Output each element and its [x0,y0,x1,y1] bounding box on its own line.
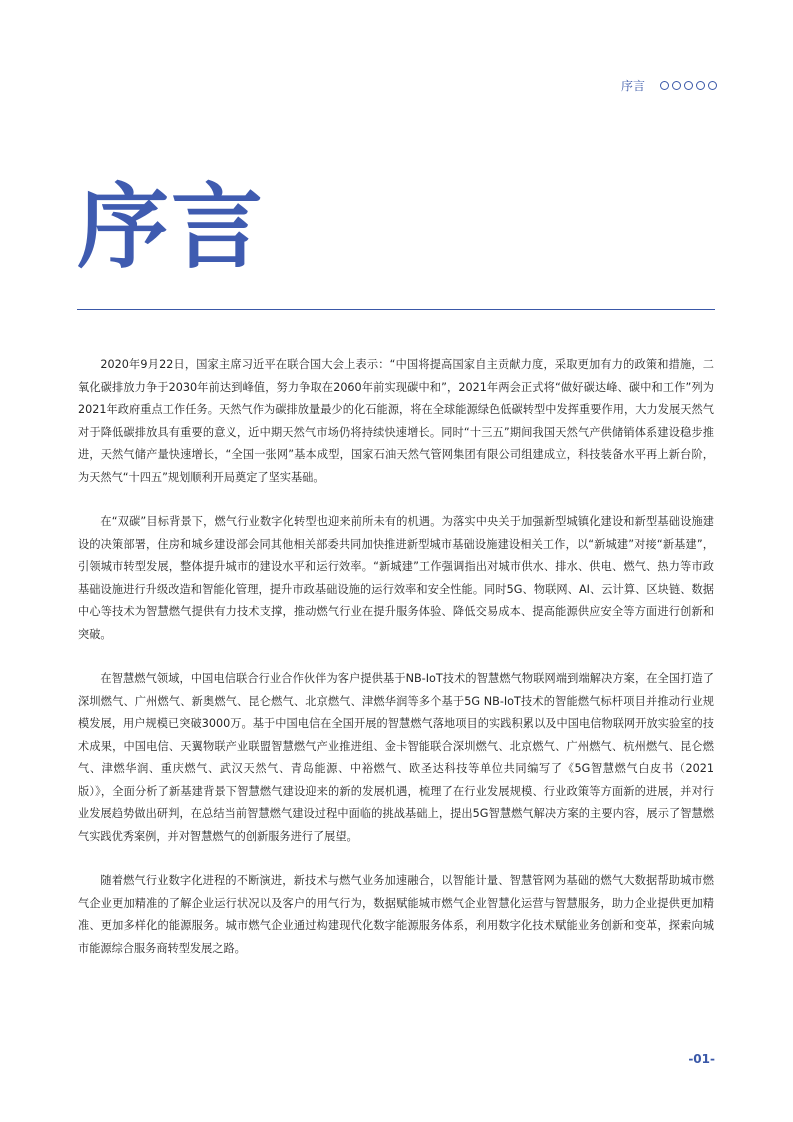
paragraph: 2020年9月22日，国家主席习近平在联合国大会上表示：“中国将提高国家自主贡献力度，采取更加有力的政策和措施，二氧化碳排放力争于2030年前达到峰值，努力争取在2060年前实现碳中和”，2021年两会正式将“做好碳达峰、碳中和工作”列为2021年政府重点工作任务。天然气作为碳排放量最少的化石能源，将在全球能源绿色低碳转型中发挥重要作用，大力发展天然气对于降低碳排放具有重要的意义，近中期天然气市场仍将持续快速增长。同时“十三五”期间我国天然气产供储销体系建设稳步推进，天然气储产量快速增长，“全国一张网”基本成型，国家石油天然气管网集团有限公司组建成立，科技装备水平再上新台阶，为天然气“十四五”规划顺利开局奠定了坚实基础。 [78,358,714,484]
circle-icon [708,81,717,90]
decorative-dots [657,81,717,90]
circle-icon [660,81,669,90]
page-title: 序言 [77,174,266,281]
circle-icon [696,81,705,90]
circle-icon [672,81,681,90]
section-label: 序言 [620,78,645,93]
page-header [621,75,717,95]
paragraph: 在智慧燃气领域，中国电信联合行业合作伙伴为客户提供基于NB-IoT技术的智慧燃气物联网端到端解决方案，在全国打造了深圳燃气、广州燃气、新奥燃气、昆仑燃气、北京燃气、津燃华润等多个基于5G NB-IoT技术的智能燃气标杆项目并推动行业规模发展，用户规模已突破3000万。基于中国电信在全国开展的智慧燃气落地项目的实践积累以及中国电信物联网开放实验室的技术成果，中国电信、天翼物联产业联盟智慧燃气产业推进组、金卡智能联合深圳燃气、北京燃气、广州燃气、杭州燃气、昆仑燃气、津燃华润、重庆燃气、武汉天然气、青岛能源、中裕燃气、欧圣达科技等单位共同编写了《5G智慧燃气白皮书（2021版）》，全面分析了新基建背景下智慧燃气建设迎来的新的发展机遇，梳理了在行业发展规模、行业政策等方面新的进展，并对行业发展趋势做出研判，在总结当前智慧燃气建设过程中面临的挑战基础上，提出5G智慧燃气解决方案的主要内容，展示了智慧燃气实践优秀案例，并对智慧燃气的创新服务进行了展望。 [78,672,714,843]
paragraph: 随着燃气行业数字化进程的不断演进，新技术与燃气业务加速融合，以智能计量、智慧管网为基础的燃气大数据帮助城市燃气企业更加精准的了解企业运行状况以及客户的用气行为，数据赋能城市燃气企业智慧化运营与智慧服务，助力企业提供更加精准、更加多样化的能源服务。城市燃气企业通过构建现代化数字能源服务体系，利用数字化技术赋能业务创新和变革，探索向城市能源综合服务商转型发展之路。 [78,874,714,955]
title-divider [77,309,715,310]
page-number: -01- [688,1052,715,1066]
paragraph: 在“双碳”目标背景下，燃气行业数字化转型也迎来前所未有的机遇。为落实中央关于加强新型城镇化建设和新型基础设施建设的决策部署，住房和城乡建设部会同其他相关部委共同加快推进新型城市基础设施建设相关工作，以“新城建”对接“新基建”，引领城市转型发展，整体提升城市的建设水平和运行效率。“新城建”工作强调指出对城市供水、排水、供电、燃气、热力等市政基础设施进行升级改造和智能化管理，提升市政基础设施的运行效率和安全性能。同时5G、物联网、AI、云计算、区块链、数据中心等技术为智慧燃气提供有力技术支撑，推动燃气行业在提升服务体验、降低交易成本、提高能源供应安全等方面进行创新和突破。 [78,515,714,641]
body-text [78,354,714,982]
circle-icon [684,81,693,90]
